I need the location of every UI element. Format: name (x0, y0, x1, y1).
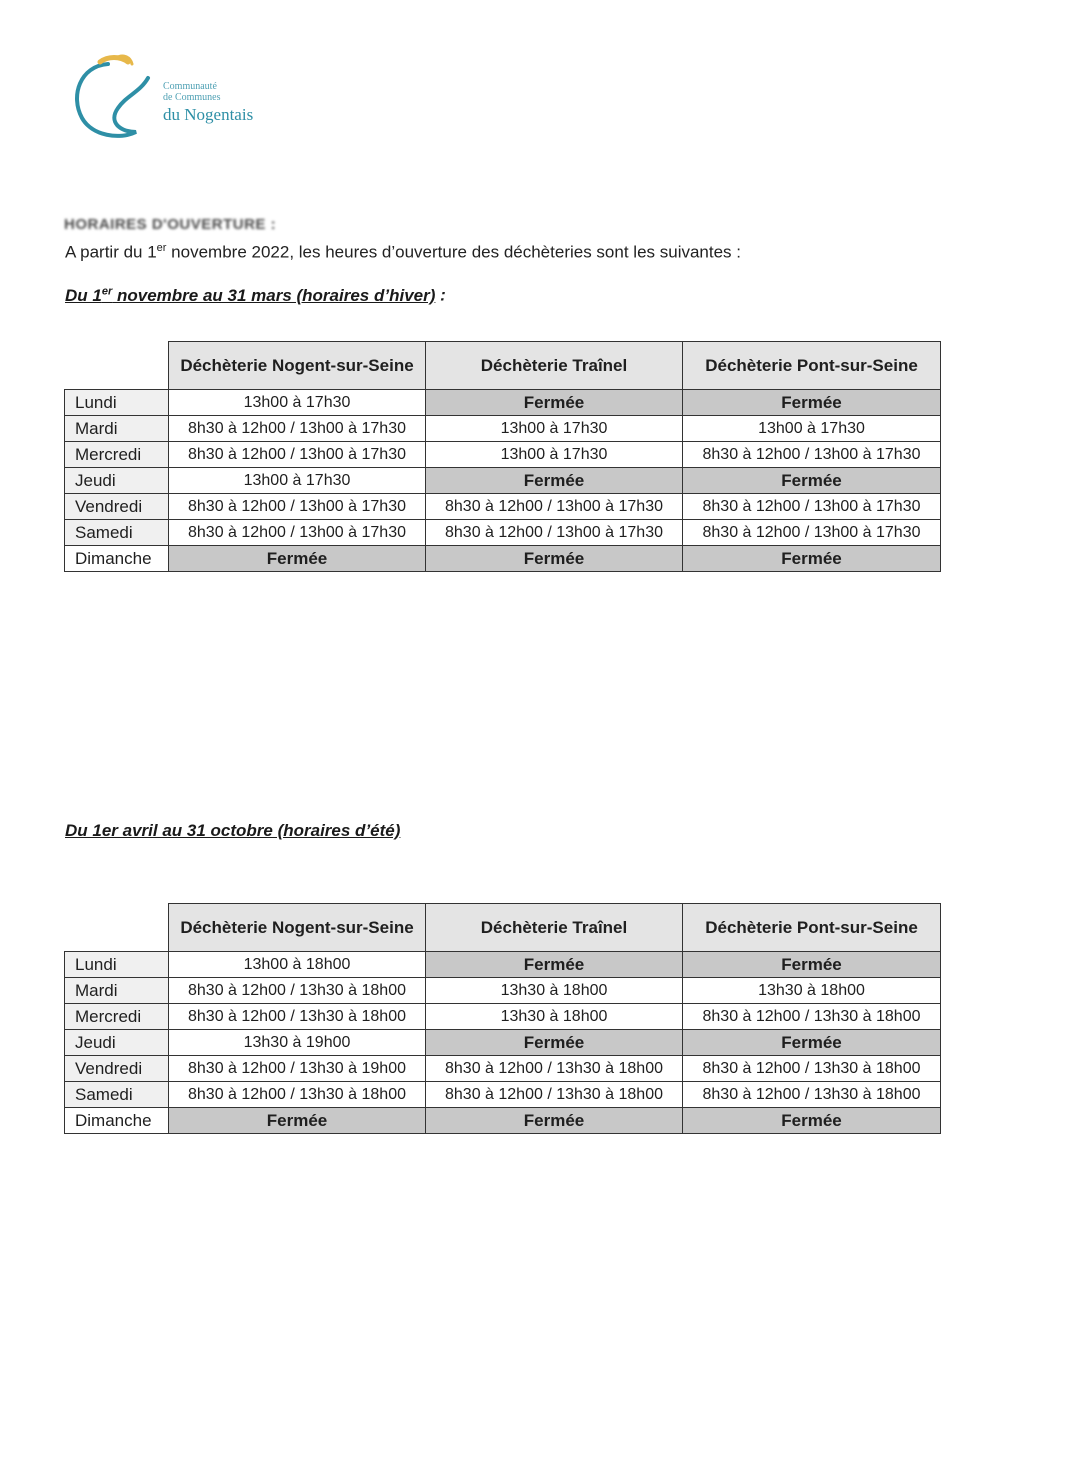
day-cell: Samedi (65, 1082, 169, 1108)
table-row (65, 1108, 941, 1134)
summer-title-underlined: Du 1er avril au 31 octobre (horaires d’été) (65, 821, 401, 840)
hours-cell: Fermée (683, 952, 941, 978)
hours-cell: Fermée (426, 546, 683, 572)
hours-cell: 8h30 à 12h00 / 13h00 à 17h30 (169, 442, 426, 468)
hours-cell: 8h30 à 12h00 / 13h30 à 18h00 (169, 978, 426, 1004)
day-cell: Jeudi (65, 468, 169, 494)
hours-cell: 8h30 à 12h00 / 13h00 à 17h30 (426, 494, 683, 520)
winter-title-part-1: Du 1 (65, 285, 102, 305)
day-cell: Dimanche (65, 1108, 169, 1134)
logo-line-2: de Communes (163, 91, 221, 103)
table-row (65, 1056, 941, 1082)
table-row (65, 978, 941, 1004)
intro-part-2: novembre 2022, les heures d’ouverture des déchèteries sont les suivantes : (166, 242, 742, 262)
table-row (65, 546, 941, 572)
hours-cell: 13h00 à 17h30 (426, 416, 683, 442)
hours-cell: Fermée (426, 390, 683, 416)
hours-cell: Fermée (683, 546, 941, 572)
hours-cell: 8h30 à 12h00 / 13h30 à 18h00 (683, 1082, 941, 1108)
table-header-row (65, 904, 941, 952)
intro-part-1: A partir du 1 (65, 242, 157, 262)
winter-title-sup: er (101, 285, 113, 297)
table-row (65, 952, 941, 978)
winter-title-underlined (65, 286, 435, 305)
day-cell: Mardi (65, 978, 169, 1004)
table-row (65, 1004, 941, 1030)
hours-cell: Fermée (169, 1108, 426, 1134)
logo-swirl-icon (68, 52, 168, 144)
table-row (65, 494, 941, 520)
table-row (65, 416, 941, 442)
hours-cell: Fermée (683, 1108, 941, 1134)
hours-cell: 13h30 à 18h00 (426, 1004, 683, 1030)
section-heading: HORAIRES D'OUVERTURE : (64, 216, 277, 233)
hours-cell: 8h30 à 12h00 / 13h00 à 17h30 (169, 520, 426, 546)
header-pont: Déchèterie Pont-sur-Seine (683, 342, 941, 390)
header-corner-cell (65, 342, 169, 390)
day-cell: Vendredi (65, 494, 169, 520)
hours-cell: 8h30 à 12h00 / 13h00 à 17h30 (169, 494, 426, 520)
intro-text (65, 242, 741, 263)
header-nogent: Déchèterie Nogent-sur-Seine (169, 904, 426, 952)
table-row (65, 468, 941, 494)
hours-cell: Fermée (426, 1030, 683, 1056)
logo-line-3: du Nogentais (163, 105, 254, 124)
logo-line-1: Communauté (163, 81, 217, 92)
header-pont: Déchèterie Pont-sur-Seine (683, 904, 941, 952)
table-row (65, 1030, 941, 1056)
hours-cell: 8h30 à 12h00 / 13h00 à 17h30 (426, 520, 683, 546)
day-cell: Vendredi (65, 1056, 169, 1082)
day-cell: Mardi (65, 416, 169, 442)
winter-schedule-table (64, 341, 941, 572)
hours-cell: 13h00 à 17h30 (169, 390, 426, 416)
day-cell: Mercredi (65, 1004, 169, 1030)
hours-cell: Fermée (683, 1030, 941, 1056)
hours-cell: Fermée (426, 1108, 683, 1134)
day-cell: Dimanche (65, 546, 169, 572)
hours-cell: 13h30 à 19h00 (169, 1030, 426, 1056)
hours-cell: 13h30 à 18h00 (683, 978, 941, 1004)
table-row (65, 1082, 941, 1108)
winter-title-part-2: novembre au 31 mars (horaires d’hiver) (112, 285, 436, 305)
hours-cell: 13h00 à 17h30 (683, 416, 941, 442)
winter-title-suffix: : (435, 285, 446, 305)
table-header-row (65, 342, 941, 390)
table-row (65, 520, 941, 546)
table-row (65, 442, 941, 468)
hours-cell: Fermée (683, 390, 941, 416)
hours-cell: 8h30 à 12h00 / 13h30 à 18h00 (169, 1004, 426, 1030)
day-cell: Lundi (65, 952, 169, 978)
logo (68, 52, 288, 144)
table-row (65, 390, 941, 416)
hours-cell: Fermée (426, 468, 683, 494)
day-cell: Samedi (65, 520, 169, 546)
hours-cell: 8h30 à 12h00 / 13h30 à 18h00 (426, 1056, 683, 1082)
intro-sup: er (156, 242, 167, 254)
hours-cell: 13h30 à 18h00 (426, 978, 683, 1004)
summer-title (65, 821, 400, 841)
hours-cell: 8h30 à 12h00 / 13h00 à 17h30 (683, 494, 941, 520)
hours-cell: 13h00 à 18h00 (169, 952, 426, 978)
day-cell: Mercredi (65, 442, 169, 468)
day-cell: Jeudi (65, 1030, 169, 1056)
hours-cell: 13h00 à 17h30 (426, 442, 683, 468)
hours-cell: 8h30 à 12h00 / 13h00 à 17h30 (683, 442, 941, 468)
winter-title (65, 285, 446, 306)
logo-text (163, 82, 253, 124)
hours-cell: 8h30 à 12h00 / 13h30 à 18h00 (426, 1082, 683, 1108)
summer-schedule-table (64, 903, 941, 1134)
header-corner-cell (65, 904, 169, 952)
hours-cell: Fermée (169, 546, 426, 572)
hours-cell: 8h30 à 12h00 / 13h30 à 18h00 (683, 1004, 941, 1030)
hours-cell: 8h30 à 12h00 / 13h00 à 17h30 (683, 520, 941, 546)
hours-cell: Fermée (426, 952, 683, 978)
day-cell: Lundi (65, 390, 169, 416)
hours-cell: 8h30 à 12h00 / 13h30 à 19h00 (169, 1056, 426, 1082)
hours-cell: Fermée (683, 468, 941, 494)
hours-cell: 8h30 à 12h00 / 13h30 à 18h00 (169, 1082, 426, 1108)
hours-cell: 13h00 à 17h30 (169, 468, 426, 494)
header-trainel: Déchèterie Traînel (426, 904, 683, 952)
hours-cell: 8h30 à 12h00 / 13h30 à 18h00 (683, 1056, 941, 1082)
header-nogent: Déchèterie Nogent-sur-Seine (169, 342, 426, 390)
hours-cell: 8h30 à 12h00 / 13h00 à 17h30 (169, 416, 426, 442)
header-trainel: Déchèterie Traînel (426, 342, 683, 390)
